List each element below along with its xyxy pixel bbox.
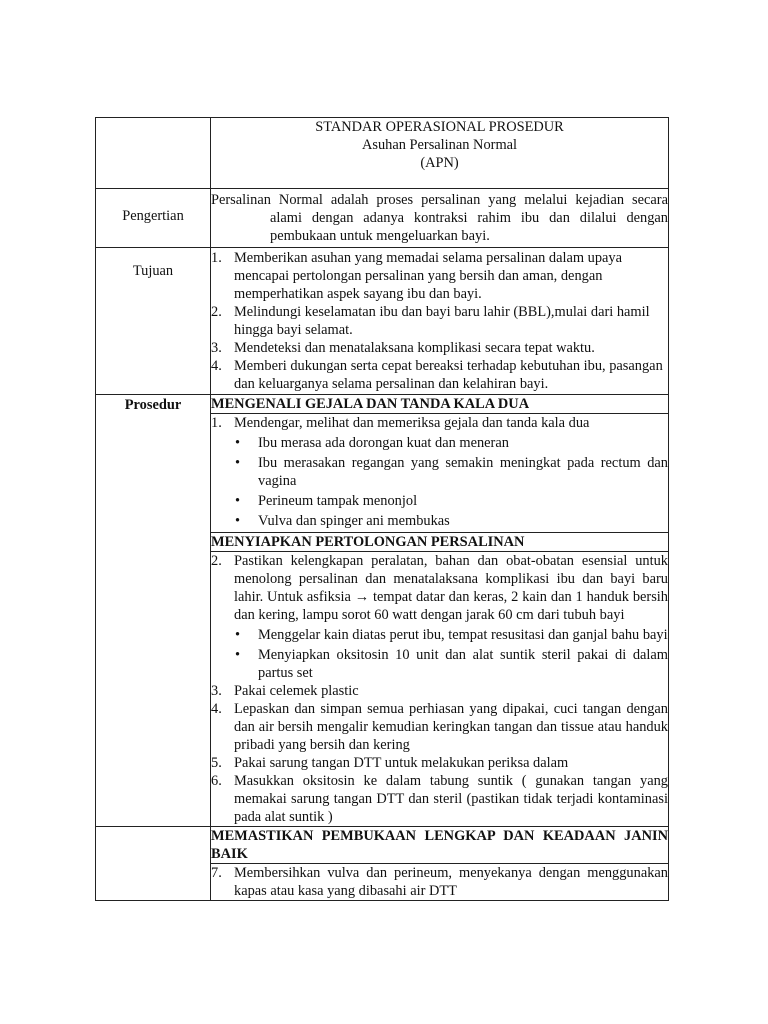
- empty-label-cell: [96, 827, 211, 901]
- bullet-item: • Ibu merasa ada dorongan kuat dan meneran: [235, 435, 509, 451]
- bullet-item: • Menggelar kain diatas perut ibu, tempat resusitasi dan ganjal bahu bayi: [235, 627, 668, 643]
- bullet-item: • Perineum tampak menonjol: [235, 493, 418, 509]
- section-body-3: [211, 864, 669, 901]
- title-line-2: Asuhan Persalinan Normal: [361, 137, 518, 153]
- pengertian-label: Pengertian: [96, 189, 211, 248]
- header-empty-cell: [96, 118, 211, 189]
- section-title-2: MENYIAPKAN PERTOLONGAN PERSALINAN: [211, 533, 669, 552]
- list-item: 3. Mendeteksi dan menatalaksana komplikasi secara tepat waktu.: [211, 340, 595, 356]
- bullet-item: • Ibu merasakan regangan yang semakin meningkat pada rectum dan vagina: [235, 455, 668, 489]
- list-item: 6. Masukkan oksitosin ke dalam tabung suntik ( gunakan tangan yang memakai sarung tangan DTT dan steril (pastikan tidak terjadi kontaminasi pada alat suntik ): [211, 773, 668, 825]
- pengertian-text: Persalinan Normal adalah proses persalinan yang melalui kejadian secara alami dengan adanya kontraksi rahim ibu dan dilalui dengan pembukaan untuk mengeluarkan bayi.: [211, 189, 669, 248]
- prosedur-row-5: [96, 827, 669, 864]
- title-line-3: (APN): [420, 155, 459, 171]
- title-line-1: STANDAR OPERASIONAL PROSEDUR: [315, 119, 564, 135]
- list-item: 1. Memberikan asuhan yang memadai selama persalinan dalam upaya mencapai pertolongan persalinan yang bersih dan aman, dengan memperhatikan aspek sayang ibu dan bayi.: [211, 250, 622, 302]
- section-title-3: MEMASTIKAN PEMBUKAAN LENGKAP DAN KEADAAN JANIN BAIK: [211, 828, 668, 862]
- pengertian-row: [96, 189, 669, 248]
- section-body-2: [211, 552, 669, 827]
- list-item: 7. Membersihkan vulva dan perineum, menyekanya dengan menggunakan kapas atau kasa yang dibasahi air DTT: [211, 865, 668, 899]
- list-item: 3. Pakai celemek plastic: [211, 683, 359, 699]
- document-title: [211, 118, 669, 189]
- section-body-1: [211, 414, 669, 533]
- list-item: 2. Melindungi keselamatan ibu dan bayi baru lahir (BBL),mulai dari hamil hingga bayi selamat.: [211, 304, 650, 338]
- list-item: 4. Lepaskan dan simpan semua perhiasan yang dipakai, cuci tangan dengan dan air bersih mengalir kemudian keringkan tangan dan tissue atau handuk pribadi yang bersih dan kering: [211, 701, 668, 753]
- bullet-item: • Vulva dan spinger ani membukas: [235, 513, 450, 529]
- header-row: [96, 118, 669, 189]
- list-item: 1. Mendengar, melihat dan memeriksa gejala dan tanda kala dua: [211, 415, 590, 431]
- prosedur-row-1: [96, 395, 669, 414]
- list-item: 2. Pastikan kelengkapan peralatan, bahan dan obat-obatan esensial untuk menolong persalinan dan menatalaksana komplikasi ibu dan bayi baru lahir. Untuk asfiksia → tempat datar dan keras, 2 kain dan 1 handuk bersih dan kering, lampu sorot 60 watt dengan jarak 60 cm dari tubuh bayi: [211, 553, 668, 623]
- tujuan-label: Tujuan: [96, 248, 211, 395]
- list-item: 5. Pakai sarung tangan DTT untuk melakukan periksa dalam: [211, 755, 569, 771]
- list-item: 4. Memberi dukungan serta cepat bereaksi terhadap kebutuhan ibu, pasangan dan keluarganya selama persalinan dan kelahiran bayi.: [211, 358, 663, 392]
- prosedur-label: Prosedur: [96, 395, 211, 827]
- bullet-item: • Menyiapkan oksitosin 10 unit dan alat suntik steril pakai di dalam partus set: [235, 647, 668, 681]
- tujuan-list: [211, 248, 669, 395]
- sop-table: [95, 117, 669, 901]
- section-title-1: MENGENALI GEJALA DAN TANDA KALA DUA: [211, 395, 669, 414]
- tujuan-row: [96, 248, 669, 395]
